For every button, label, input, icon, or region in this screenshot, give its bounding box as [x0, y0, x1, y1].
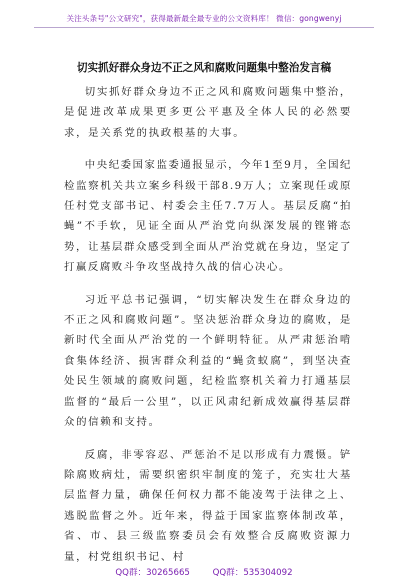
qq-group-primary: QQ群：30265665: [115, 568, 190, 578]
header-divider: [34, 27, 374, 28]
document-body: [64, 82, 352, 579]
paragraph: 反腐，非零容忍、严惩治不足以形成有力震慑。铲除腐败病灶，需要织密织牢制度的笼子，充实壮大基层监督力量，确保任何权力都不能凌驾于法律之上、逃脱监督之外。近年来，得益于国家监察体制改革，省、市、县三级监察委员会有效整合反腐败资源力量，村党组织书记、村: [64, 448, 352, 563]
paragraph: 习近平总书记强调，“切实解决发生在群众身边的不正之风和腐败问题”。坚决惩治群众身边的腐败，是新时代全面从严治党的一个鲜明特征。从严肃惩治啃食集体经济、损害群众利益的“蝇贪蚁腐”，到坚决查处民生领域的腐败问题，纪检监察机关着力打通基层监督的“最后一公里”，以正风肃纪新成效赢得基层群众的信赖和支持。: [64, 293, 352, 429]
qq-group-secondary: QQ群：535304092: [212, 568, 293, 578]
paragraph: 切实抓好群众身边不正之风和腐败问题集中整治，是促进改革成果更多更公平惠及全体人民的必然要求，是关系党的执政根基的大事。: [64, 86, 352, 139]
document-title: 切实抓好群众身边不正之风和腐败问题集中整治发言稿: [76, 62, 332, 74]
header-banner: 关注头条号"公文研究"，获得最新最全最专业的公文资料库！ 微信：gongwenyj: [66, 14, 342, 23]
footer-contact: [0, 566, 408, 578]
paragraph: 中央纪委国家监委通报显示，今年1至9月，全国纪检监察机关共立案乡科级干部8.9万人；立案现任或原任村党支部书记、村委会主任7.7万人。基层反腐“拍蝇”不手软，见证全面从严治党向纵深发展的铿锵态势，让基层群众感受到全面从严治党就在身边，坚定了打赢反腐败斗争攻坚战持久战的信心决心。: [64, 159, 352, 274]
